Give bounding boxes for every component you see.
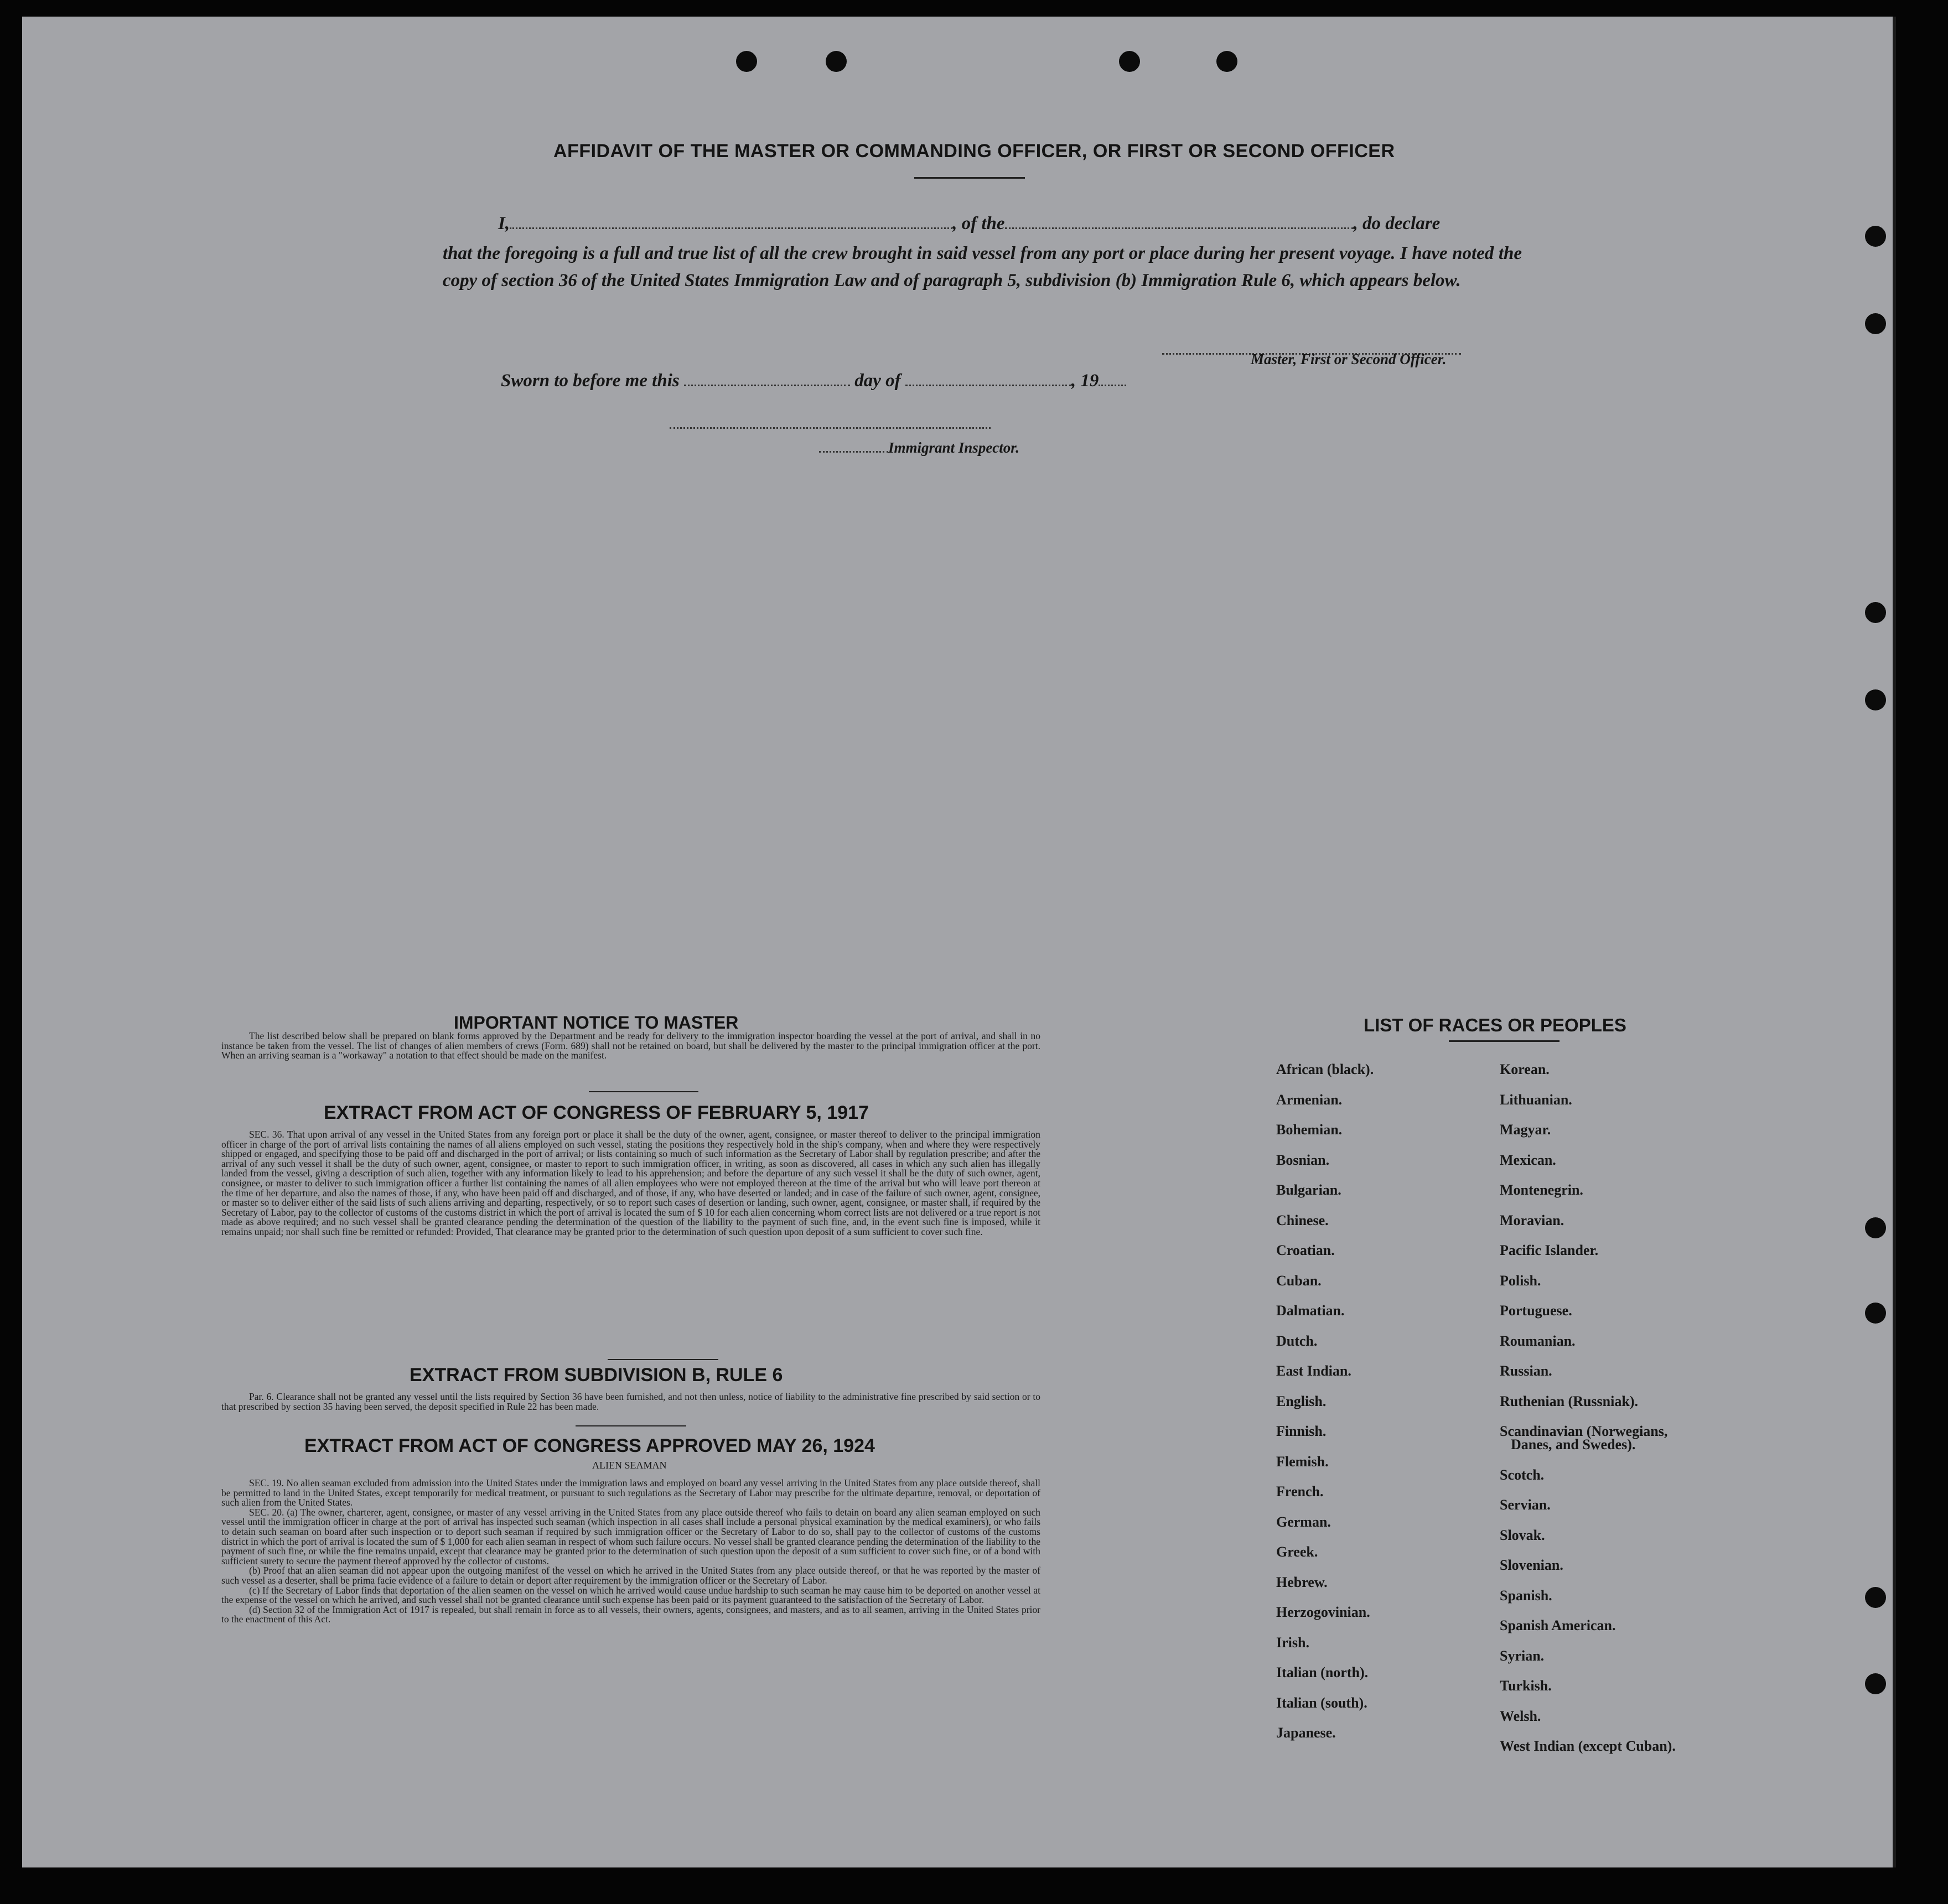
race-item: Servian.	[1500, 1497, 1551, 1513]
race-item: Bosnian.	[1276, 1151, 1330, 1168]
race-item: Scotch.	[1500, 1466, 1545, 1483]
divider	[576, 1425, 686, 1426]
race-item: Scandinavian (Norwegians,	[1500, 1423, 1668, 1439]
extract-1917-title: EXTRACT FROM ACT OF CONGRESS OF FEBRUARY 5, 1917	[324, 1102, 869, 1123]
race-item: Bulgarian.	[1276, 1182, 1341, 1198]
divider	[1449, 1040, 1560, 1042]
affidavit-title: AFFIDAVIT OF THE MASTER OR COMMANDING OFFICER, OR FIRST OR SECOND OFFICER	[553, 141, 1395, 162]
extract-rule6-text: Par. 6. Clearance shall not be granted any vessel until the lists required by Section 36 have been furnished, and not then unless, notice of liability to the administrative fine prescribed by said section or to that prescribed by section 35 having been served, the deposit specified in Rule 22 has been made.	[221, 1391, 1040, 1412]
sec-20c-paragraph: (c) If the Secretary of Labor finds that deportation of the alien seamen on the vessel on which he arrived would cause undue hardship to such seaman he may cause him to be deported on another vessel at the expense of the vessel on which he arrived, and such vessel shall not be granted clearance until such expense has been paid or its payment guaranteed to the satisfaction of the Secretary of Labor.	[221, 1584, 1040, 1606]
race-item: Russian.	[1500, 1363, 1552, 1379]
race-item: Portuguese.	[1500, 1303, 1572, 1319]
punch-hole	[1865, 313, 1886, 334]
sworn-label: Sworn to before me this	[501, 371, 680, 391]
race-item: Armenian.	[1276, 1091, 1343, 1108]
punch-hole	[1865, 1217, 1886, 1238]
sec-20b-paragraph: (b) Proof that an alien seaman did not appear upon the outgoing manifest of the vessel on which he arrived in the United States from any place outside thereof, or that he was reported by the master of such vessel as a deserter, shall be prima facie evidence of a failure to detain or deport after requirement by the immigration officer or the Secretary of Labor.	[221, 1565, 1040, 1586]
race-item: Finnish.	[1276, 1423, 1327, 1439]
inspector-label: Immigrant Inspector.	[888, 439, 1020, 456]
race-item: Greek.	[1276, 1544, 1318, 1560]
race-item: Pacific Islander.	[1500, 1242, 1599, 1258]
extract-rule6-title: EXTRACT FROM SUBDIVISION B, RULE 6	[410, 1365, 783, 1386]
extract-1917-text: SEC. 36. That upon arrival of any vessel in the United States from any foreign port or place it shall be the duty of the owner, agent, consignee, or master thereof to deliver to the principal immigration officer in charge of the port of arrival lists containing the names of all aliens employed on such vessel, stating the positions they respectively hold in the ship's company, when and where they were respectively shipped or engaged, and specifying those to be paid off and discharged in the port of arrival; or lists containing so much of such information as the Secretary of Labor shall by regulation prescribe; and after the arrival of any such vessel it shall be the duty of such owner, agent, consignee, or master to report to such immigration officer, in writing, as soon as discovered, all cases in which any such alien has illegally landed from the vessel, giving a description of such alien, together with any information likely to lead to his apprehension; and before the departure of any such vessel it shall be the duty of such owner, agent, consignee, or master to deliver to such immigration officer a further list containing the names of all alien employees who were not employed thereon at the time of the arrival but who will leave port thereon at the time of her departure, and also the names of those, if any, who have been paid off and discharged, and of those, if any, who have deserted or landed; and in case of the failure of such owner, agent, consignee, or master so to deliver either of the said lists of such aliens arriving and departing, respectively, or so to report such cases of desertion or landing, such owner, agent, consignee, or master shall, if required by the Secretary of Labor, pay to the collector of customs of the customs district in which the port of arrival is located the sum of $ 10 for each alien concerning whom correct lists are not delivered or a true report is not made as above required; and no such vessel shall be granted clearance pending the determination of the question of the liability to the payment of such fine, and, in the event such fine is imposed, while it remains unpaid; nor shall such fine be remitted or refunded: Provided, That clearance may be granted prior to the determination of such question upon deposit of a sum sufficient to cover such fine.	[221, 1129, 1040, 1237]
race-item: Mexican.	[1500, 1151, 1556, 1168]
extract-1924-text	[221, 1478, 1040, 1625]
race-item: Ruthenian (Russniak).	[1500, 1393, 1638, 1409]
race-item: English.	[1276, 1393, 1327, 1409]
punch-hole	[1865, 602, 1886, 623]
race-item: Magyar.	[1500, 1122, 1551, 1138]
race-item: West Indian (except Cuban).	[1500, 1738, 1676, 1754]
race-item: Bohemian.	[1276, 1122, 1343, 1138]
punch-hole	[1865, 1673, 1886, 1694]
sworn-year-field[interactable]	[1099, 372, 1126, 386]
race-item: Montenegrin.	[1500, 1182, 1583, 1198]
race-item: Welsh.	[1500, 1708, 1541, 1724]
race-item: Chinese.	[1276, 1212, 1329, 1228]
race-item: Turkish.	[1500, 1678, 1552, 1694]
sworn-line	[501, 371, 1126, 391]
race-item: Spanish.	[1500, 1587, 1552, 1604]
race-item: Hebrew.	[1276, 1574, 1328, 1590]
punch-hole	[1865, 1303, 1886, 1324]
punch-hole	[1865, 689, 1886, 710]
sec-19-paragraph: SEC. 19. No alien seaman excluded from admission into the United States under the immigration laws and employed on board any vessel arriving in the United States from any place outside thereof, shall be permitted to land in the United States, except temporarily for medical treatment, or pursuant to such regulations as the Secretary of Labor may prescribe for the ultimate departure, removal, or deportation of such alien from the United States.	[221, 1477, 1040, 1508]
sworn-day-field[interactable]	[684, 372, 850, 386]
race-item: Italian (south).	[1276, 1694, 1367, 1711]
race-item: Japanese.	[1276, 1725, 1336, 1741]
vessel-name-field[interactable]	[1005, 215, 1354, 229]
notice-text: The list described below shall be prepared on blank forms approved by the Department and be ready for delivery to the immigration inspector boarding the vessel at the port of arrival, and shall in no instance be taken from the vessel. The list of changes of alien members of crews (Form. 689) shall not be retained on board, but shall be delivered by the master to the principal immigration officer at the port. When an arriving seaman is a "workaway" a notation to that effect should be made on the manifest.	[221, 1030, 1040, 1061]
race-item: Spanish American.	[1500, 1617, 1616, 1633]
document-page	[22, 17, 1896, 1867]
race-item: Lithuanian.	[1500, 1091, 1572, 1108]
declarant-name-field[interactable]	[510, 215, 952, 229]
inspector-signature-line[interactable]	[670, 415, 991, 432]
race-item: Herzogovinian.	[1276, 1604, 1370, 1620]
race-item: Moravian.	[1500, 1212, 1564, 1228]
of-the-label: , of the	[952, 214, 1005, 234]
punch-hole	[1865, 1587, 1886, 1608]
race-item: French.	[1276, 1483, 1324, 1500]
race-item: East Indian.	[1276, 1363, 1351, 1379]
day-of-label: day of	[854, 371, 901, 391]
race-item: Polish.	[1500, 1272, 1541, 1289]
do-declare-label: , do declare	[1353, 214, 1441, 234]
punch-hole	[826, 51, 847, 72]
race-item: Irish.	[1276, 1634, 1309, 1651]
race-item: Italian (north).	[1276, 1664, 1369, 1680]
race-item: Danes, and Swedes).	[1511, 1436, 1636, 1452]
race-item: Flemish.	[1276, 1453, 1329, 1470]
races-title: LIST OF RACES OR PEOPLES	[1364, 1015, 1626, 1035]
punch-hole	[1865, 226, 1886, 247]
divider	[914, 177, 1025, 179]
race-item: Korean.	[1500, 1061, 1550, 1077]
inspector-line	[819, 439, 1019, 456]
extract-1924-title: EXTRACT FROM ACT OF CONGRESS APPROVED MAY 26, 1924	[304, 1435, 875, 1456]
sec-20a-paragraph: SEC. 20. (a) The owner, charterer, agent, consignee, or master of any vessel arriving in the United States from any place outside thereof who fails to detain on board any alien seaman employed on such vessel until the immigration officer in charge at the port of arrival has inspected such seaman (which inspection in all cases shall include a personal physical examination by the medical examiners), or who fails to detain such seaman on board after such inspection or to deport such seaman if required by such immigration officer or the Secretary of Labor to do so, shall pay to the collector of customs of the customs district in which the port of arrival is located the sum of $ 1,000 for each alien seaman in respect of whom such failure occurs. No vessel shall be granted clearance pending the determination of the liability to the payment of such fine, or while the fine remains unpaid, except that clearance may be granted prior to the determination of such question upon the deposit of a sum sufficient to cover such fine, or of a bond with sufficient surety to secure the payment thereof approved by the collector of customs.	[221, 1506, 1040, 1566]
sec-20d-paragraph: (d) Section 32 of the Immigration Act of 1917 is repealed, but shall remain in force as to all vessels, their owners, agents, consignees, and masters, and as to all seamen, arriving in the United States prior to the enactment of this Act.	[221, 1604, 1040, 1625]
race-item: Slovak.	[1500, 1527, 1545, 1543]
signer-label: Master, First or Second Officer.	[1251, 351, 1447, 367]
i-label: I,	[498, 214, 510, 234]
declarant-line	[498, 214, 1440, 234]
race-item: German.	[1276, 1513, 1331, 1530]
punch-hole	[1119, 51, 1140, 72]
punch-hole	[736, 51, 757, 72]
year-prefix-label: , 19	[1071, 371, 1099, 391]
race-item: Cuban.	[1276, 1272, 1322, 1289]
race-item: Dutch.	[1276, 1332, 1318, 1349]
race-item: African (black).	[1276, 1061, 1374, 1077]
notice-title: IMPORTANT NOTICE TO MASTER	[454, 1013, 739, 1033]
race-item: Syrian.	[1500, 1647, 1545, 1664]
divider	[608, 1359, 718, 1360]
race-item: Roumanian.	[1500, 1332, 1576, 1349]
race-item: Dalmatian.	[1276, 1303, 1345, 1319]
extract-1924-subtitle: ALIEN SEAMAN	[592, 1460, 667, 1471]
race-item: Slovenian.	[1500, 1557, 1563, 1573]
divider	[589, 1091, 698, 1092]
punch-hole	[1216, 51, 1237, 72]
race-item: Croatian.	[1276, 1242, 1335, 1258]
sworn-month-field[interactable]	[905, 372, 1071, 386]
declaration-text: that the foregoing is a full and true list of all the crew brought in said vessel from any port or place during her present voyage. I have noted the copy of section 36 of the United States Immigration Law and of paragraph 5, subdivision (b) Immigration Rule 6, which appears below.	[443, 243, 1522, 290]
